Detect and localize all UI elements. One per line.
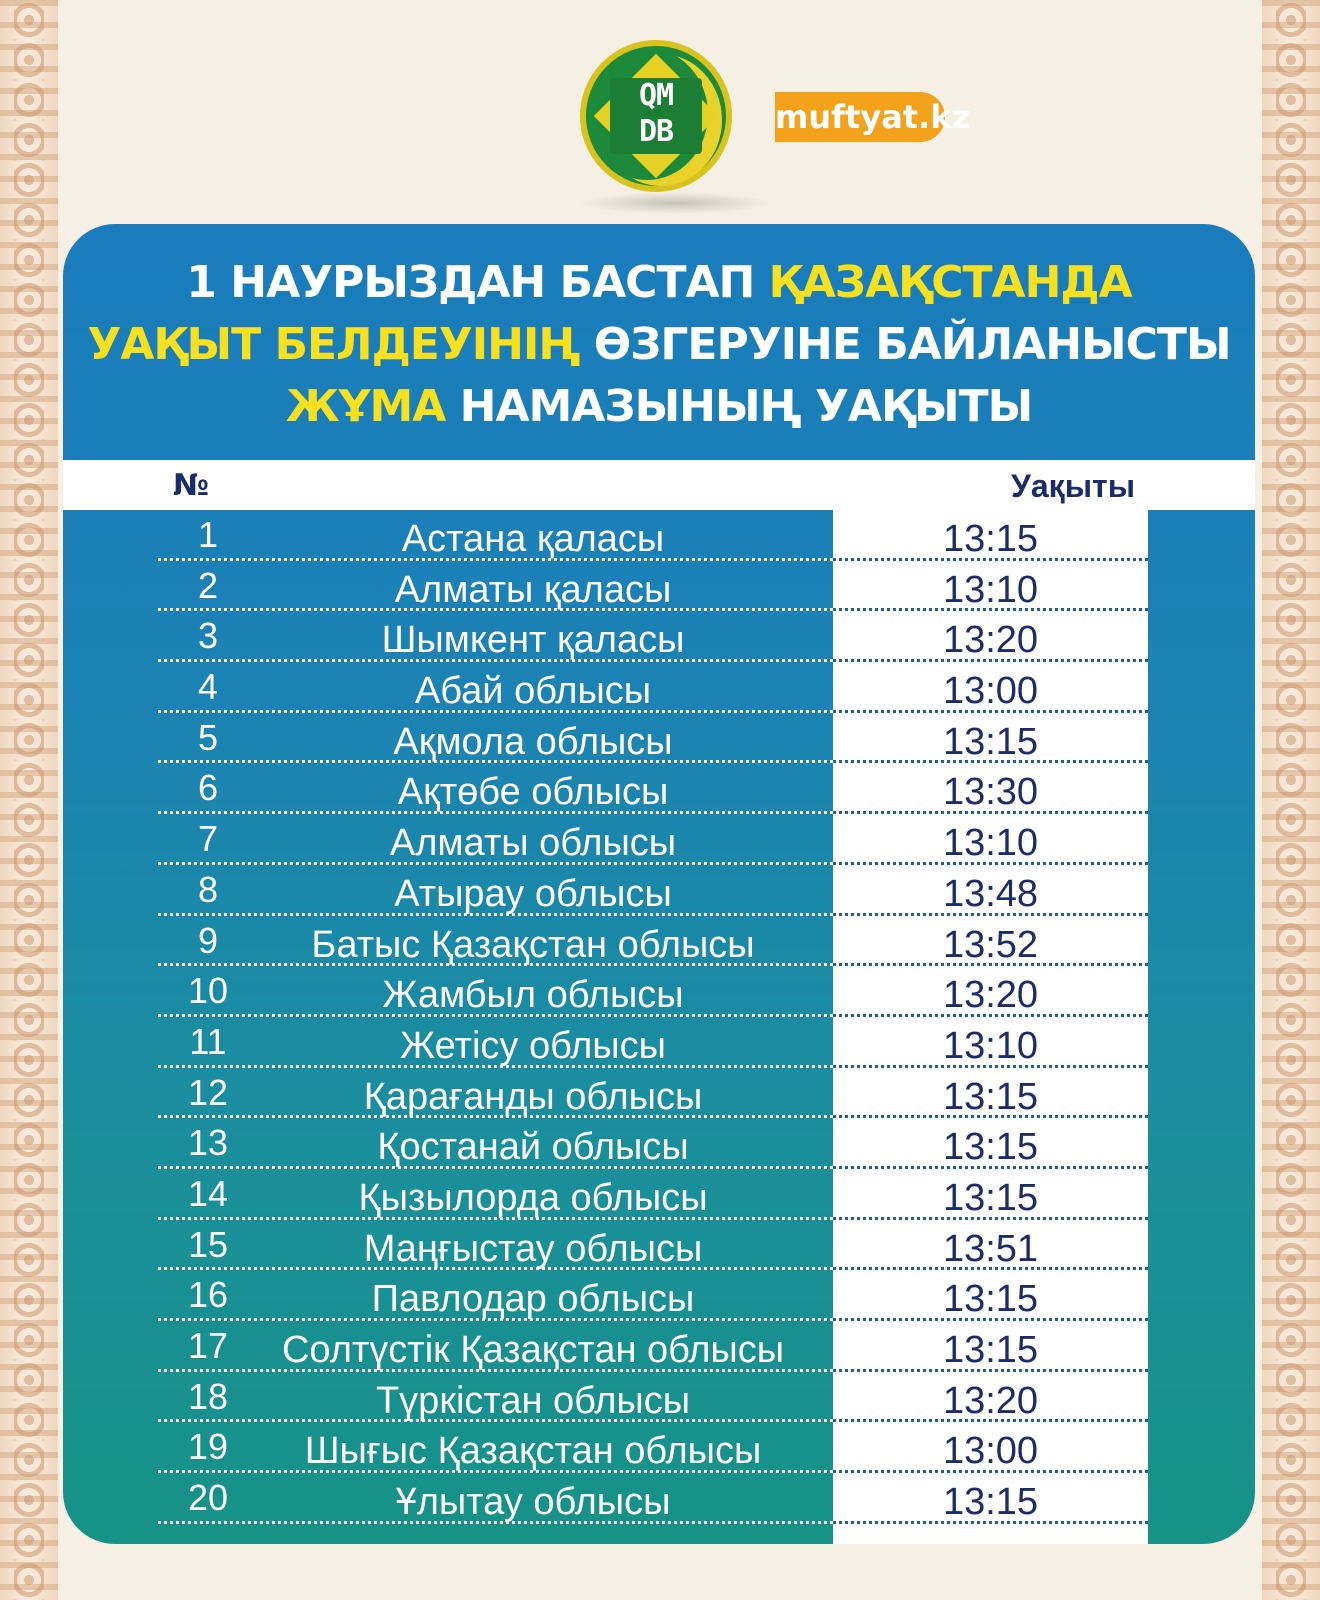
row-region: Жетісу облысы — [400, 1024, 666, 1067]
table-row — [63, 510, 1255, 561]
table-row — [63, 916, 1255, 967]
table-row — [63, 611, 1255, 662]
row-time: 13:15 — [942, 1329, 1039, 1371]
row-region: Шымкент қаласы — [381, 619, 685, 662]
row-time: 13:52 — [942, 923, 1039, 966]
table-row — [63, 662, 1255, 713]
table-row — [63, 865, 1255, 916]
row-number: 10 — [187, 970, 229, 1012]
table-row — [63, 1017, 1255, 1068]
row-number: 7 — [197, 818, 219, 860]
row-region: Атырау облысы — [394, 872, 672, 915]
header-number: № — [173, 468, 210, 503]
table-row — [63, 966, 1255, 1017]
row-time: 13:10 — [942, 568, 1039, 611]
row-number: 3 — [197, 615, 219, 657]
row-region: Ақтөбе облысы — [397, 771, 669, 814]
row-number: 12 — [187, 1071, 229, 1113]
row-number: 18 — [187, 1375, 229, 1417]
table-row — [63, 1068, 1255, 1119]
row-time: 13:00 — [942, 1430, 1039, 1473]
row-time: 13:15 — [942, 1481, 1039, 1524]
row-time: 13:30 — [942, 771, 1039, 814]
row-number: 15 — [187, 1223, 229, 1265]
title-line-3 — [63, 376, 1255, 438]
row-number: 14 — [187, 1172, 229, 1214]
ornament-border-right — [1262, 0, 1320, 1600]
table-row — [63, 814, 1255, 865]
row-number: 6 — [197, 767, 219, 809]
table-row — [63, 561, 1255, 612]
row-time: 13:10 — [942, 1024, 1039, 1067]
title-line-3-b: НАМАЗЫНЫҢ УАҚЫТЫ — [445, 381, 1033, 432]
row-number: 9 — [197, 919, 219, 961]
row-time: 13:48 — [942, 872, 1039, 915]
logo-letters — [610, 78, 702, 154]
row-number: 20 — [187, 1477, 229, 1519]
logo-letters-top: QM — [638, 78, 674, 113]
row-region: Шығыс Қазақстан облысы — [304, 1430, 762, 1473]
row-divider — [158, 1521, 833, 1524]
row-time: 13:15 — [942, 1278, 1039, 1321]
row-number: 4 — [197, 666, 219, 708]
row-region: Астана қаласы — [401, 518, 665, 560]
title-line-1-a: 1 НАУРЫЗДАН БАСТАП — [186, 257, 769, 308]
table-row — [63, 763, 1255, 814]
row-number: 11 — [189, 1020, 227, 1062]
schedule-panel — [63, 224, 1255, 1544]
row-region: Маңғыстау облысы — [363, 1227, 703, 1270]
page-title — [63, 252, 1255, 438]
ornament-border-left — [0, 0, 58, 1600]
row-region: Қызылорда облысы — [358, 1176, 708, 1219]
title-line-2-b: ӨЗГЕРУІНЕ БАЙЛАНЫСТЫ — [579, 319, 1231, 370]
row-time: 13:15 — [942, 720, 1039, 763]
row-region: Жамбыл облысы — [382, 974, 684, 1017]
row-time: 13:15 — [942, 1126, 1039, 1169]
row-number: 1 — [197, 514, 219, 555]
row-region: Ұлытау облысы — [395, 1481, 671, 1524]
header-time: Уақыты — [1010, 468, 1136, 504]
table-row — [63, 713, 1255, 764]
row-time: 13:51 — [942, 1227, 1039, 1270]
row-time: 13:20 — [942, 619, 1039, 662]
table-body — [63, 510, 1255, 1524]
row-number: 17 — [187, 1325, 229, 1366]
row-time: 13:15 — [942, 1176, 1039, 1219]
table-row — [63, 1422, 1255, 1473]
logo — [580, 40, 971, 200]
title-line-3-a: ЖҰМА — [285, 381, 446, 432]
logo-letters-bottom: DB — [638, 114, 674, 149]
title-line-2-a: УАҚЫТ БЕЛДЕУІНІҢ — [87, 319, 580, 370]
title-line-2 — [63, 314, 1255, 376]
table-row — [63, 1169, 1255, 1220]
row-time: 13:15 — [942, 1075, 1039, 1118]
table-row — [63, 1321, 1255, 1372]
site-badge: muftyat.kz — [775, 92, 945, 142]
row-number: 13 — [187, 1122, 229, 1164]
row-number: 2 — [197, 564, 219, 606]
row-region: Солтүстік Қазақстан облысы — [281, 1329, 784, 1371]
title-line-1 — [63, 252, 1255, 314]
row-region: Алматы облысы — [389, 822, 677, 865]
row-number: 19 — [187, 1426, 229, 1468]
table-row — [63, 1372, 1255, 1423]
row-region: Павлодар облысы — [371, 1278, 695, 1321]
table-row — [63, 1270, 1255, 1321]
row-time: 13:15 — [942, 518, 1039, 560]
table-header — [63, 460, 1255, 510]
title-line-1-b: ҚАЗАҚСТАНДА — [768, 257, 1132, 308]
row-time: 13:20 — [942, 1379, 1039, 1422]
row-region: Қарағанды облысы — [363, 1075, 703, 1118]
row-region: Түркістан облысы — [375, 1379, 691, 1422]
logo-shadow — [580, 192, 770, 214]
row-region: Ақмола облысы — [393, 720, 673, 763]
row-region: Қостанай облысы — [377, 1126, 689, 1169]
table-row — [63, 1473, 1255, 1524]
table-row — [63, 1118, 1255, 1169]
row-time: 13:20 — [942, 974, 1039, 1017]
row-number: 16 — [187, 1274, 229, 1316]
row-region: Алматы қаласы — [394, 568, 672, 611]
table-row — [63, 1220, 1255, 1271]
row-time: 13:00 — [942, 670, 1039, 713]
row-time: 13:10 — [942, 822, 1039, 865]
row-region: Абай облысы — [414, 670, 652, 713]
row-region: Батыс Қазақстан облысы — [311, 923, 755, 966]
row-number: 5 — [197, 716, 219, 758]
row-number: 8 — [197, 868, 219, 910]
row-divider-time — [833, 1521, 1148, 1524]
